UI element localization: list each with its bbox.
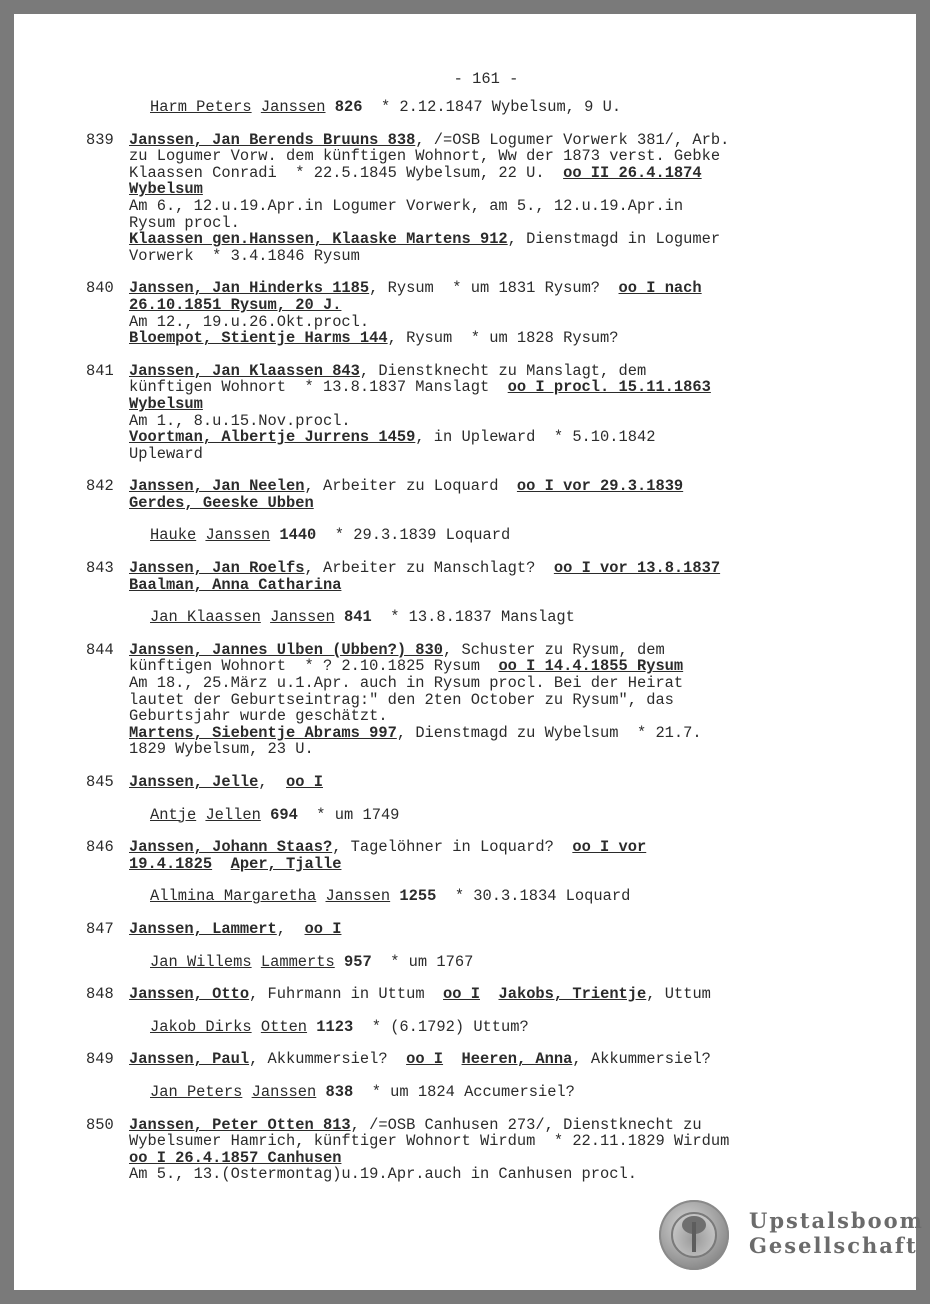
child-line: Jan Klaassen Janssen 841 * 13.8.1837 Manslagt xyxy=(150,608,575,627)
person-name: Janssen, Jan Klaassen 843 xyxy=(129,361,360,380)
entry-number: 847 xyxy=(86,919,114,938)
person-name: Janssen, Otto xyxy=(129,985,250,1004)
entry-849 xyxy=(86,1051,886,1068)
entry-text: Janssen, Jan Berends Bruuns 838, /=OSB Logumer Vorwerk 381/, Arb. zu Logumer Vorw. dem künftigen Wohnort, Ww der 1873 verst. Gebke Klaassen Conradi * 22.5.1845 Wybelsum, 22 U. oo II 26.4.1874 Wybelsum Am 6., 12.u.19.Apr.in Logumer Vorwerk, am 5., 12.u.19.Apr.in Rysum procl. Klaassen gen.Hanssen, Klaaske Martens 912, Dienstmagd in Logumer Vorwerk * 3.4.1846 Rysum xyxy=(129,130,730,265)
page-number: - 161 - xyxy=(453,70,519,88)
child-line: Harm Peters Janssen 826 * 2.12.1847 Wybelsum, 9 U. xyxy=(150,98,622,116)
person-name: Janssen, Jan Neelen xyxy=(129,477,305,496)
marriage-info: oo I vor 19.4.1825 xyxy=(129,838,647,873)
entry-841 xyxy=(86,363,886,463)
child-line: Jakob Dirks Otten 1123 * (6.1792) Uttum? xyxy=(150,1017,529,1036)
child-line: Antje Jellen 694 * um 1749 xyxy=(150,805,400,824)
spouse-name: Jakobs, Trientje xyxy=(498,985,647,1004)
marriage-info: oo II 26.4.1874 Wybelsum xyxy=(129,163,702,199)
society-logo xyxy=(659,1200,924,1280)
entry-number: 839 xyxy=(86,130,114,149)
entry-number: 849 xyxy=(86,1050,114,1069)
entry-text: Janssen, Peter Otten 813, /=OSB Canhusen 273/, Dienstknecht zu Wybelsumer Hamrich, künftiger Wohnort Wirdum * 22.11.1829 Wirdum oo I 26.4.1857 Canhusen Am 5., 13.(Ostermontag)u.19.Apr.auch in Canhusen procl. xyxy=(129,1115,730,1184)
entry-number: 845 xyxy=(86,773,114,791)
entry-number: 844 xyxy=(86,640,114,659)
entry-839 xyxy=(86,132,886,265)
entry-846 xyxy=(86,839,886,872)
marriage-info: oo I xyxy=(286,773,323,791)
entry-843 xyxy=(86,560,886,593)
page-content xyxy=(86,14,886,1183)
entry-number: 841 xyxy=(86,361,114,380)
marriage-info: oo I vor 13.8.1837 xyxy=(553,559,721,578)
entry-text: Janssen, Paul, Akkummersiel? oo I Heeren, Anna, Akkummersiel? xyxy=(129,1050,711,1069)
entry-number: 840 xyxy=(86,279,114,298)
seal-icon xyxy=(659,1200,729,1270)
marriage-info: oo I nach 26.10.1851 Rysum, 20 J. xyxy=(129,279,702,314)
entry-text: Janssen, Otto, Fuhrmann in Uttum oo I Jakobs, Trientje, Uttum xyxy=(129,985,711,1004)
child-line: Jan Willems Lammerts 957 * um 1767 xyxy=(150,952,474,971)
child-line: Allmina Margaretha Janssen 1255 * 30.3.1834 Loquard xyxy=(150,887,631,906)
person-name: Janssen, Paul xyxy=(129,1050,250,1069)
spouse-name: Gerdes, Geeske Ubben xyxy=(129,493,314,512)
logo-line-2: Gesellschaft xyxy=(749,1233,918,1258)
spouse-name: Heeren, Anna xyxy=(461,1050,573,1069)
entry-text: Janssen, Jan Hinderks 1185, Rysum * um 1831 Rysum? oo I nach 26.10.1851 Rysum, 20 J. Am 12., 19.u.26.Okt.procl. Bloempot, Stientje Harms 144, Rysum * um 1828 Rysum? xyxy=(129,279,702,348)
person-name: Janssen, Jan Berends Bruuns 838 xyxy=(129,130,416,149)
spouse-name: Klaassen gen.Hanssen, Klaaske Martens 912 xyxy=(129,230,508,249)
entry-number: 850 xyxy=(86,1115,114,1134)
marriage-info: oo I xyxy=(406,1050,444,1069)
spouse-name: Baalman, Anna Catharina xyxy=(129,575,342,594)
spouse-name: Aper, Tjalle xyxy=(230,854,342,873)
spouse-name: Voortman, Albertje Jurrens 1459 xyxy=(129,428,416,447)
entry-840 xyxy=(86,280,886,346)
document-page xyxy=(14,14,924,1290)
marriage-info: oo I vor 29.3.1839 xyxy=(516,477,684,496)
logo-line-1: Upstalsboom xyxy=(749,1208,924,1233)
person-name: Janssen, Jan Roelfs xyxy=(129,559,305,578)
entry-text: Janssen, Jelle, oo I xyxy=(129,773,323,791)
marriage-info: oo I 26.4.1857 Canhusen xyxy=(129,1148,342,1167)
entry-848 xyxy=(86,986,886,1003)
entry-text: Janssen, Jannes Ulben (Ubben?) 830, Schuster zu Rysum, dem künftigen Wohnort * ? 2.10.1825 Rysum oo I 14.4.1855 Rysum Am 18., 25.März u.1.Apr. auch in Rysum procl. Bei der Heirat lautet der Geburtseintrag:" den 2ten October zu Rysum", das Geburtsjahr wurde geschätzt. Martens, Siebentje Abrams 997, Dienstmagd zu Wybelsum * 21.7. 1829 Wybelsum, 23 U. xyxy=(129,640,702,759)
entry-text: Janssen, Jan Klaassen 843, Dienstknecht zu Manslagt, dem künftigen Wohnort * 13.8.1837 Manslagt oo I procl. 15.11.1863 Wybelsum Am 1., 8.u.15.Nov.procl. Voortman, Albertje Jurrens 1459, in Upleward * 5.10.1842 Upleward xyxy=(129,361,711,463)
entry-number: 842 xyxy=(86,477,114,496)
marriage-info: oo I 14.4.1855 Rysum xyxy=(498,657,684,676)
child-line: Jan Peters Janssen 838 * um 1824 Accumersiel? xyxy=(150,1082,575,1101)
entry-text: Janssen, Jan Roelfs, Arbeiter zu Manschlagt? oo I vor 13.8.1837 Baalman, Anna Catharina xyxy=(129,559,721,594)
person-name: Janssen, Lammert xyxy=(129,919,277,938)
child-line: Hauke Janssen 1440 * 29.3.1839 Loquard xyxy=(150,526,511,545)
person-name: Janssen, Peter Otten 813 xyxy=(129,1115,351,1134)
marriage-info: oo I xyxy=(443,985,480,1004)
entry-number: 843 xyxy=(86,559,114,578)
entry-text: Janssen, Johann Staas?, Tagelöhner in Loquard? oo I vor 19.4.1825 Aper, Tjalle xyxy=(129,838,647,873)
person-name: Janssen, Jan Hinderks 1185 xyxy=(129,279,370,298)
spouse-name: Bloempot, Stientje Harms 144 xyxy=(129,329,388,348)
entry-number: 846 xyxy=(86,838,114,857)
entry-845 xyxy=(86,774,886,791)
entry-text: Janssen, Jan Neelen, Arbeiter zu Loquard oo I vor 29.3.1839 Gerdes, Geeske Ubben xyxy=(129,477,684,512)
entry-842 xyxy=(86,478,886,511)
marriage-info: oo I xyxy=(304,919,342,938)
entry-text: Janssen, Lammert, oo I xyxy=(129,919,342,938)
entry-number: 848 xyxy=(86,985,114,1004)
person-name: Janssen, Jelle xyxy=(129,773,259,791)
spouse-name: Martens, Siebentje Abrams 997 xyxy=(129,723,397,742)
entry-847 xyxy=(86,921,886,938)
marriage-info: oo I procl. 15.11.1863 Wybelsum xyxy=(129,378,711,413)
entry-844 xyxy=(86,642,886,758)
entry-850 xyxy=(86,1117,886,1183)
person-name: Janssen, Jannes Ulben (Ubben?) 830 xyxy=(129,640,444,659)
logo-text xyxy=(749,1208,924,1258)
person-name: Janssen, Johann Staas? xyxy=(129,838,333,857)
